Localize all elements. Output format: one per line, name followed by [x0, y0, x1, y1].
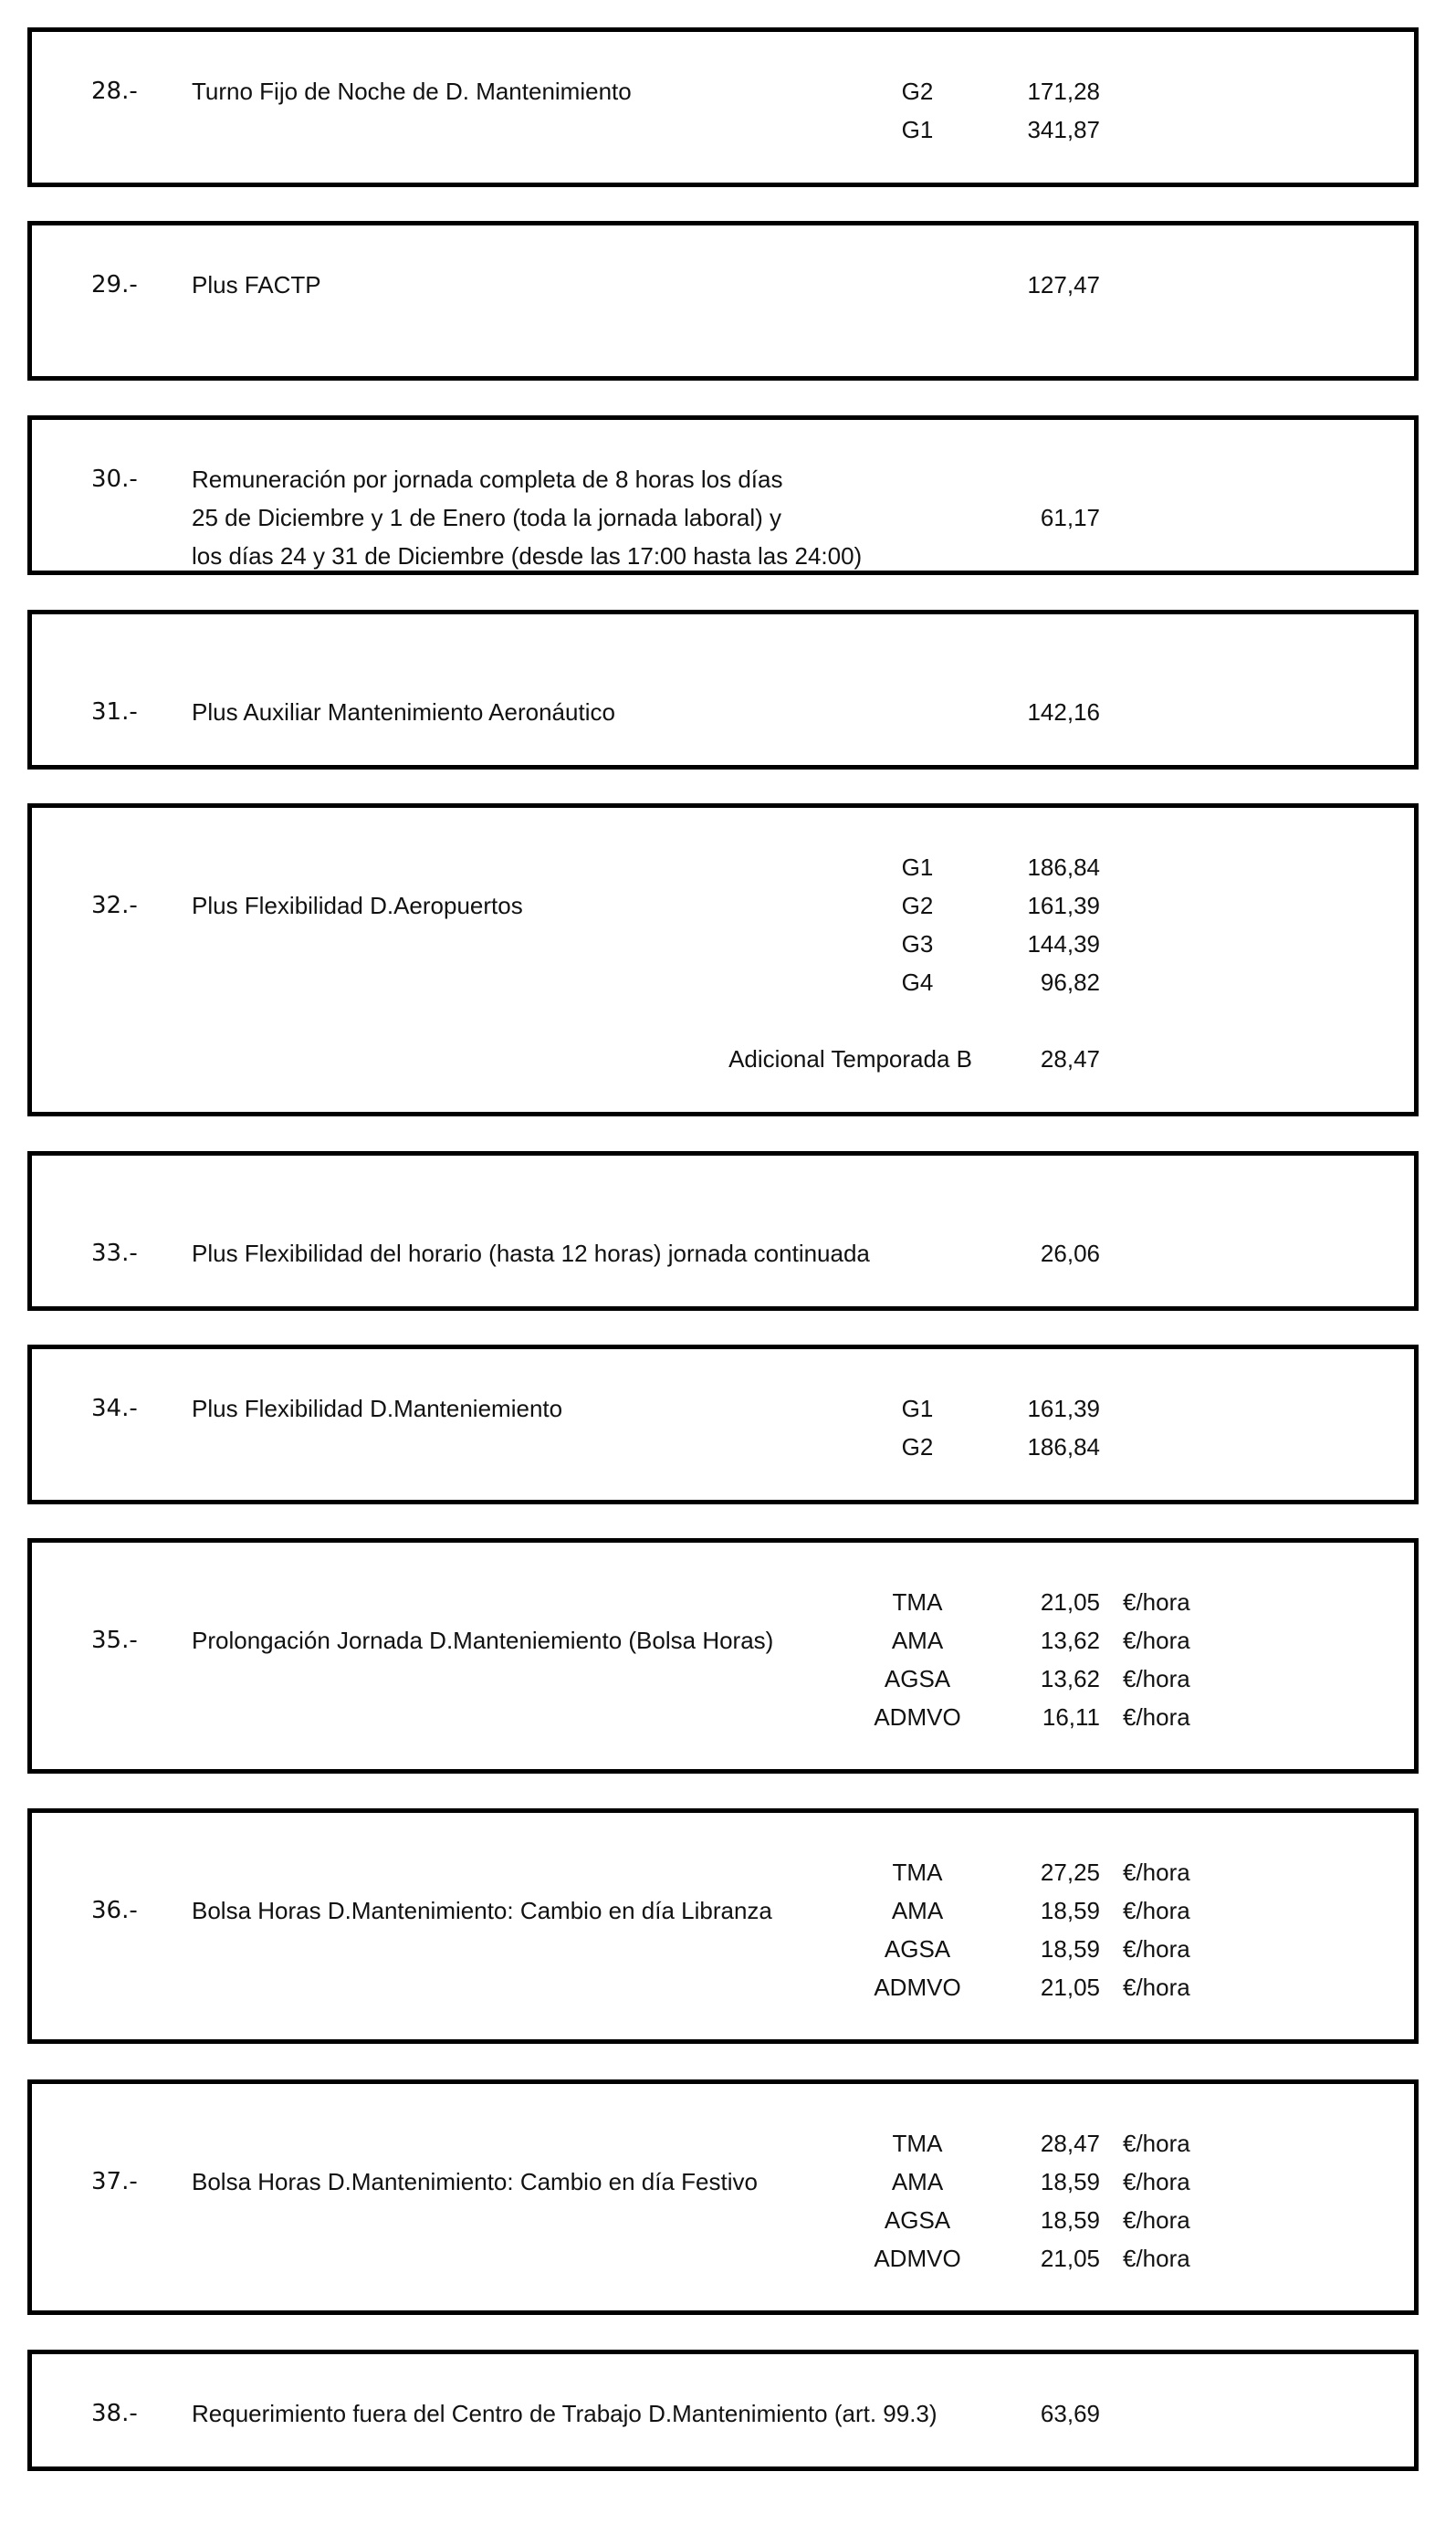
amount-value: 27,25 — [1040, 1859, 1100, 1886]
additional-label: Adicional Temporada B — [728, 1045, 972, 1073]
item-number: 35.- — [91, 1627, 138, 1654]
amount-value: 13,62 — [1040, 1665, 1100, 1692]
group-code: G2 — [901, 1433, 934, 1461]
item-label: Plus Flexibilidad D.Aeropuertos — [192, 892, 523, 919]
item-box-37 — [27, 2079, 1419, 2315]
group-code: AMA — [891, 1627, 944, 1654]
amount-value: 161,39 — [1027, 1395, 1100, 1422]
unit-label: €/hora — [1123, 1703, 1190, 1731]
amount-value: 21,05 — [1040, 1588, 1100, 1616]
unit-label: €/hora — [1123, 1588, 1190, 1616]
group-code: TMA — [892, 1588, 943, 1616]
item-number: 34.- — [91, 1395, 138, 1422]
item-label: Bolsa Horas D.Mantenimiento: Cambio en día Festivo — [192, 2168, 758, 2195]
item-number: 33.- — [91, 1240, 138, 1267]
item-label-line: 25 de Diciembre y 1 de Enero (toda la jornada laboral) y — [192, 504, 782, 531]
amount-value: 18,59 — [1040, 1935, 1100, 1963]
amount-value: 61,17 — [1040, 504, 1100, 531]
item-label: Plus Flexibilidad del horario (hasta 12 horas) jornada continuada — [192, 1240, 870, 1267]
unit-label: €/hora — [1123, 1974, 1190, 2001]
item-number: 38.- — [91, 2400, 138, 2427]
item-label: Requerimiento fuera del Centro de Trabajo D.Mantenimiento (art. 99.3) — [192, 2400, 937, 2427]
group-code: AGSA — [884, 1665, 951, 1692]
group-code: G1 — [901, 1395, 934, 1422]
group-code: TMA — [892, 2130, 943, 2157]
item-label: Plus FACTP — [192, 271, 321, 298]
item-number: 29.- — [91, 271, 138, 298]
item-box-30 — [27, 415, 1419, 575]
item-box-38 — [27, 2350, 1419, 2471]
item-label: Plus Auxiliar Mantenimiento Aeronáutico — [192, 698, 615, 726]
amount-value: 18,59 — [1040, 1897, 1100, 1924]
item-box-33 — [27, 1151, 1419, 1311]
amount-value: 13,62 — [1040, 1627, 1100, 1654]
amount-value: 161,39 — [1027, 892, 1100, 919]
amount-value: 142,16 — [1027, 698, 1100, 726]
unit-label: €/hora — [1123, 2130, 1190, 2157]
item-box-31 — [27, 610, 1419, 770]
item-number: 36.- — [91, 1897, 138, 1924]
item-box-36 — [27, 1808, 1419, 2044]
amount-value: 26,06 — [1040, 1240, 1100, 1267]
item-label-line: los días 24 y 31 de Diciembre (desde las 17:00 hasta las 24:00) — [192, 542, 863, 570]
unit-label: €/hora — [1123, 1665, 1190, 1692]
unit-label: €/hora — [1123, 1897, 1190, 1924]
amount-value: 186,84 — [1027, 854, 1100, 881]
item-box-34 — [27, 1345, 1419, 1504]
group-code: ADMVO — [874, 1703, 961, 1731]
group-code: G2 — [901, 78, 934, 105]
amount-value: 28,47 — [1040, 2130, 1100, 2157]
item-number: 28.- — [91, 78, 138, 105]
item-label: Plus Flexibilidad D.Manteniemiento — [192, 1395, 563, 1422]
group-code: AMA — [891, 2168, 944, 2195]
amount-value: 144,39 — [1027, 930, 1100, 958]
group-code: AGSA — [884, 2206, 951, 2234]
amount-value: 21,05 — [1040, 1974, 1100, 2001]
amount-value: 96,82 — [1040, 969, 1100, 996]
group-code: AMA — [891, 1897, 944, 1924]
item-number: 31.- — [91, 698, 138, 726]
unit-label: €/hora — [1123, 1935, 1190, 1963]
unit-label: €/hora — [1123, 2245, 1190, 2272]
group-code: G3 — [901, 930, 934, 958]
group-code: G4 — [901, 969, 934, 996]
group-code: G2 — [901, 892, 934, 919]
amount-value: 21,05 — [1040, 2245, 1100, 2272]
amount-value: 341,87 — [1027, 116, 1100, 143]
item-label: Prolongación Jornada D.Manteniemiento (Bolsa Horas) — [192, 1627, 774, 1654]
item-box-32 — [27, 803, 1419, 1116]
amount-value: 63,69 — [1040, 2400, 1100, 2427]
item-number: 30.- — [91, 466, 138, 493]
group-code: G1 — [901, 116, 934, 143]
unit-label: €/hora — [1123, 2168, 1190, 2195]
amount-value: 18,59 — [1040, 2206, 1100, 2234]
unit-label: €/hora — [1123, 1859, 1190, 1886]
item-box-28 — [27, 27, 1419, 187]
group-code: TMA — [892, 1859, 943, 1886]
item-label-line: Remuneración por jornada completa de 8 horas los días — [192, 466, 783, 493]
item-label: Bolsa Horas D.Mantenimiento: Cambio en día Libranza — [192, 1897, 772, 1924]
item-number: 32.- — [91, 892, 138, 919]
item-number: 37.- — [91, 2168, 138, 2195]
group-code: ADMVO — [874, 2245, 961, 2272]
unit-label: €/hora — [1123, 1627, 1190, 1654]
item-label: Turno Fijo de Noche de D. Mantenimiento — [192, 78, 632, 105]
amount-value: 186,84 — [1027, 1433, 1100, 1461]
amount-value: 16,11 — [1042, 1703, 1100, 1731]
group-code: AGSA — [884, 1935, 951, 1963]
amount-value: 171,28 — [1027, 78, 1100, 105]
amount-value: 127,47 — [1027, 271, 1100, 298]
group-code: ADMVO — [874, 1974, 961, 2001]
amount-value: 18,59 — [1040, 2168, 1100, 2195]
unit-label: €/hora — [1123, 2206, 1190, 2234]
item-box-35 — [27, 1538, 1419, 1774]
group-code: G1 — [901, 854, 934, 881]
additional-value: 28,47 — [1040, 1045, 1100, 1073]
item-box-29 — [27, 221, 1419, 381]
